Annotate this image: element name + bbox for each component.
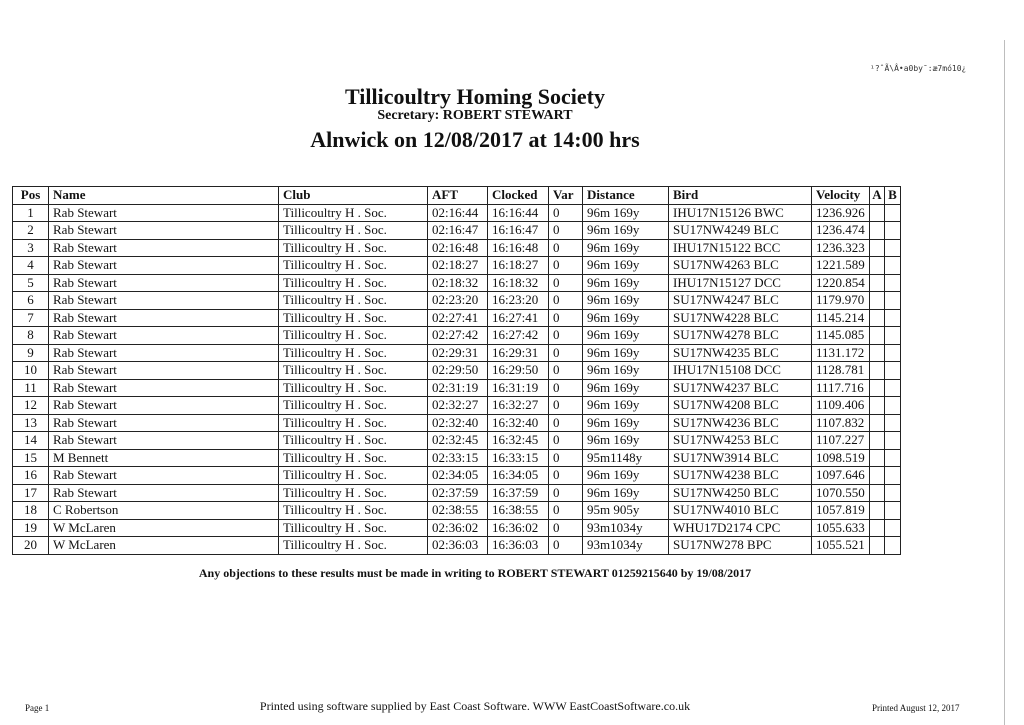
cell-distance: 96m 169y	[583, 484, 669, 502]
cell-aft: 02:18:32	[428, 274, 488, 292]
cell-pos: 2	[13, 222, 49, 240]
cell-distance: 95m 905y	[583, 502, 669, 520]
cell-velocity: 1236.474	[812, 222, 870, 240]
cell-var: 0	[549, 292, 583, 310]
cell-name: Rab Stewart	[49, 467, 279, 485]
cell-velocity: 1055.521	[812, 537, 870, 555]
cell-distance: 96m 169y	[583, 204, 669, 222]
table-row	[13, 379, 901, 397]
col-header-var: Var	[549, 187, 583, 205]
cell-club: Tillicoultry H . Soc.	[279, 397, 428, 415]
table-row	[13, 502, 901, 520]
cell-aft: 02:34:05	[428, 467, 488, 485]
cell-club: Tillicoultry H . Soc.	[279, 292, 428, 310]
cell-var: 0	[549, 414, 583, 432]
cell-velocity: 1236.926	[812, 204, 870, 222]
cell-name: Rab Stewart	[49, 379, 279, 397]
table-row	[13, 432, 901, 450]
cell-name: Rab Stewart	[49, 274, 279, 292]
cell-name: C Robertson	[49, 502, 279, 520]
cell-distance: 96m 169y	[583, 344, 669, 362]
cell-clocked: 16:16:44	[488, 204, 549, 222]
cell-pos: 10	[13, 362, 49, 380]
cell-aft: 02:18:27	[428, 257, 488, 275]
cell-a	[870, 414, 885, 432]
cell-a	[870, 257, 885, 275]
cell-distance: 95m1148y	[583, 449, 669, 467]
cell-bird: SU17NW4235 BLC	[669, 344, 812, 362]
cell-velocity: 1107.227	[812, 432, 870, 450]
cell-velocity: 1109.406	[812, 397, 870, 415]
cell-aft: 02:36:02	[428, 519, 488, 537]
cell-club: Tillicoultry H . Soc.	[279, 309, 428, 327]
cell-bird: SU17NW4249 BLC	[669, 222, 812, 240]
cell-velocity: 1117.716	[812, 379, 870, 397]
cell-a	[870, 222, 885, 240]
cell-var: 0	[549, 222, 583, 240]
cell-club: Tillicoultry H . Soc.	[279, 432, 428, 450]
col-header-bird: Bird	[669, 187, 812, 205]
cell-a	[870, 327, 885, 345]
cell-aft: 02:38:55	[428, 502, 488, 520]
cell-club: Tillicoultry H . Soc.	[279, 537, 428, 555]
cell-bird: SU17NW4263 BLC	[669, 257, 812, 275]
secretary-line: Secretary: ROBERT STEWART	[377, 108, 573, 123]
cell-pos: 3	[13, 239, 49, 257]
cell-var: 0	[549, 449, 583, 467]
cell-pos: 4	[13, 257, 49, 275]
col-header-b: B	[885, 187, 901, 205]
cell-a	[870, 537, 885, 555]
cell-aft: 02:33:15	[428, 449, 488, 467]
cell-clocked: 16:18:32	[488, 274, 549, 292]
cell-var: 0	[549, 274, 583, 292]
cell-a	[870, 484, 885, 502]
cell-velocity: 1145.214	[812, 309, 870, 327]
cell-b	[885, 484, 901, 502]
cell-b	[885, 362, 901, 380]
cell-distance: 96m 169y	[583, 397, 669, 415]
cell-bird: SU17NW4253 BLC	[669, 432, 812, 450]
cell-name: W McLaren	[49, 519, 279, 537]
cell-velocity: 1179.970	[812, 292, 870, 310]
col-header-velocity: Velocity	[812, 187, 870, 205]
cell-clocked: 16:32:40	[488, 414, 549, 432]
cell-club: Tillicoultry H . Soc.	[279, 467, 428, 485]
cell-club: Tillicoultry H . Soc.	[279, 344, 428, 362]
cell-bird: IHU17N15122 BCC	[669, 239, 812, 257]
col-header-name: Name	[49, 187, 279, 205]
cell-clocked: 16:27:41	[488, 309, 549, 327]
cell-pos: 17	[13, 484, 49, 502]
cell-var: 0	[549, 239, 583, 257]
cell-a	[870, 292, 885, 310]
cell-name: Rab Stewart	[49, 239, 279, 257]
cell-b	[885, 449, 901, 467]
cell-b	[885, 397, 901, 415]
cell-name: Rab Stewart	[49, 484, 279, 502]
cell-var: 0	[549, 484, 583, 502]
cell-distance: 96m 169y	[583, 362, 669, 380]
cell-aft: 02:23:20	[428, 292, 488, 310]
cell-distance: 96m 169y	[583, 432, 669, 450]
results-table	[12, 186, 901, 555]
cell-bird: SU17NW4010 BLC	[669, 502, 812, 520]
cell-clocked: 16:38:55	[488, 502, 549, 520]
cell-velocity: 1128.781	[812, 362, 870, 380]
col-header-pos: Pos	[13, 187, 49, 205]
cell-b	[885, 239, 901, 257]
cell-name: Rab Stewart	[49, 292, 279, 310]
cell-clocked: 16:27:42	[488, 327, 549, 345]
cell-clocked: 16:18:27	[488, 257, 549, 275]
cell-aft: 02:16:44	[428, 204, 488, 222]
cell-pos: 13	[13, 414, 49, 432]
cell-clocked: 16:37:59	[488, 484, 549, 502]
header-row	[13, 187, 901, 205]
cell-bird: SU17NW278 BPC	[669, 537, 812, 555]
cell-clocked: 16:16:47	[488, 222, 549, 240]
cell-clocked: 16:32:45	[488, 432, 549, 450]
cell-distance: 93m1034y	[583, 519, 669, 537]
objection-notice: Any objections to these results must be made in writing to ROBERT STEWART 01259215640 by 19/08/2017	[198, 566, 752, 580]
cell-clocked: 16:29:50	[488, 362, 549, 380]
cell-b	[885, 414, 901, 432]
cell-b	[885, 292, 901, 310]
cell-aft: 02:32:40	[428, 414, 488, 432]
cell-b	[885, 379, 901, 397]
cell-clocked: 16:34:05	[488, 467, 549, 485]
cell-var: 0	[549, 344, 583, 362]
col-header-club: Club	[279, 187, 428, 205]
cell-bird: SU17NW4208 BLC	[669, 397, 812, 415]
cell-distance: 96m 169y	[583, 414, 669, 432]
page-number: Page 1	[25, 703, 50, 713]
cell-distance: 96m 169y	[583, 467, 669, 485]
cell-club: Tillicoultry H . Soc.	[279, 239, 428, 257]
table-row	[13, 449, 901, 467]
cell-clocked: 16:31:19	[488, 379, 549, 397]
cell-name: Rab Stewart	[49, 309, 279, 327]
cell-aft: 02:36:03	[428, 537, 488, 555]
cell-velocity: 1098.519	[812, 449, 870, 467]
cell-velocity: 1070.550	[812, 484, 870, 502]
cell-b	[885, 309, 901, 327]
cell-pos: 14	[13, 432, 49, 450]
cell-bird: WHU17D2174 CPC	[669, 519, 812, 537]
cell-var: 0	[549, 519, 583, 537]
cell-a	[870, 519, 885, 537]
cell-pos: 5	[13, 274, 49, 292]
cell-bird: SU17NW4238 BLC	[669, 467, 812, 485]
cell-velocity: 1107.832	[812, 414, 870, 432]
cell-velocity: 1220.854	[812, 274, 870, 292]
cell-distance: 96m 169y	[583, 379, 669, 397]
cell-bird: SU17NW4250 BLC	[669, 484, 812, 502]
cell-var: 0	[549, 432, 583, 450]
race-heading: Alnwick on 12/08/2017 at 14:00 hrs	[310, 127, 640, 152]
cell-var: 0	[549, 537, 583, 555]
cell-var: 0	[549, 502, 583, 520]
table-row	[13, 204, 901, 222]
cell-clocked: 16:33:15	[488, 449, 549, 467]
cell-a	[870, 274, 885, 292]
cell-bird: SU17NW4236 BLC	[669, 414, 812, 432]
cell-club: Tillicoultry H . Soc.	[279, 362, 428, 380]
cell-aft: 02:27:42	[428, 327, 488, 345]
col-header-a: A	[870, 187, 885, 205]
cell-pos: 6	[13, 292, 49, 310]
software-credit: Printed using software supplied by East Coast Software. WWW EastCoastSoftware.co.uk	[259, 699, 691, 713]
cell-name: Rab Stewart	[49, 397, 279, 415]
cell-b	[885, 274, 901, 292]
table-row	[13, 257, 901, 275]
col-header-aft: AFT	[428, 187, 488, 205]
cell-aft: 02:29:31	[428, 344, 488, 362]
cell-aft: 02:31:19	[428, 379, 488, 397]
cell-a	[870, 502, 885, 520]
table-row	[13, 274, 901, 292]
cell-club: Tillicoultry H . Soc.	[279, 257, 428, 275]
cell-distance: 96m 169y	[583, 327, 669, 345]
cell-aft: 02:29:50	[428, 362, 488, 380]
cell-b	[885, 432, 901, 450]
cell-b	[885, 502, 901, 520]
cell-bird: IHU17N15108 DCC	[669, 362, 812, 380]
cell-distance: 96m 169y	[583, 309, 669, 327]
cell-clocked: 16:36:03	[488, 537, 549, 555]
cell-name: Rab Stewart	[49, 222, 279, 240]
cell-distance: 93m1034y	[583, 537, 669, 555]
cell-a	[870, 239, 885, 257]
cell-bird: IHU17N15127 DCC	[669, 274, 812, 292]
cell-pos: 8	[13, 327, 49, 345]
cell-aft: 02:16:48	[428, 239, 488, 257]
cell-var: 0	[549, 327, 583, 345]
table-row	[13, 309, 901, 327]
cell-a	[870, 467, 885, 485]
cell-a	[870, 344, 885, 362]
cell-name: Rab Stewart	[49, 257, 279, 275]
society-title: Tillicoultry Homing Society	[345, 84, 605, 109]
cell-pos: 16	[13, 467, 49, 485]
cell-velocity: 1055.633	[812, 519, 870, 537]
cell-club: Tillicoultry H . Soc.	[279, 519, 428, 537]
cell-pos: 12	[13, 397, 49, 415]
cell-var: 0	[549, 257, 583, 275]
cell-name: Rab Stewart	[49, 432, 279, 450]
cell-distance: 96m 169y	[583, 274, 669, 292]
cell-aft: 02:32:27	[428, 397, 488, 415]
cell-name: Rab Stewart	[49, 204, 279, 222]
cell-clocked: 16:29:31	[488, 344, 549, 362]
cell-distance: 96m 169y	[583, 292, 669, 310]
cell-club: Tillicoultry H . Soc.	[279, 274, 428, 292]
cell-name: Rab Stewart	[49, 414, 279, 432]
cell-a	[870, 309, 885, 327]
cell-club: Tillicoultry H . Soc.	[279, 484, 428, 502]
cell-velocity: 1131.172	[812, 344, 870, 362]
cell-distance: 96m 169y	[583, 239, 669, 257]
cell-club: Tillicoultry H . Soc.	[279, 502, 428, 520]
cell-aft: 02:27:41	[428, 309, 488, 327]
cell-b	[885, 537, 901, 555]
cell-b	[885, 222, 901, 240]
table-row	[13, 414, 901, 432]
table-row	[13, 222, 901, 240]
cell-b	[885, 257, 901, 275]
cell-var: 0	[549, 467, 583, 485]
cell-b	[885, 467, 901, 485]
cell-clocked: 16:16:48	[488, 239, 549, 257]
cell-club: Tillicoultry H . Soc.	[279, 327, 428, 345]
cell-distance: 96m 169y	[583, 222, 669, 240]
cell-club: Tillicoultry H . Soc.	[279, 379, 428, 397]
cell-var: 0	[549, 397, 583, 415]
cell-aft: 02:32:45	[428, 432, 488, 450]
cell-a	[870, 432, 885, 450]
table-row	[13, 292, 901, 310]
cell-pos: 19	[13, 519, 49, 537]
cell-a	[870, 379, 885, 397]
cell-pos: 9	[13, 344, 49, 362]
cell-pos: 11	[13, 379, 49, 397]
table-row	[13, 484, 901, 502]
cell-name: M Bennett	[49, 449, 279, 467]
table-row	[13, 519, 901, 537]
scan-edge-line	[1004, 40, 1005, 725]
cell-var: 0	[549, 309, 583, 327]
table-row	[13, 397, 901, 415]
cell-aft: 02:37:59	[428, 484, 488, 502]
cell-var: 0	[549, 362, 583, 380]
cell-bird: SU17NW4237 BLC	[669, 379, 812, 397]
cell-club: Tillicoultry H . Soc.	[279, 449, 428, 467]
table-row	[13, 344, 901, 362]
cell-b	[885, 344, 901, 362]
cell-clocked: 16:32:27	[488, 397, 549, 415]
cell-pos: 18	[13, 502, 49, 520]
cell-bird: SU17NW4228 BLC	[669, 309, 812, 327]
cell-distance: 96m 169y	[583, 257, 669, 275]
cell-club: Tillicoultry H . Soc.	[279, 204, 428, 222]
cell-bird: SU17NW4278 BLC	[669, 327, 812, 345]
cell-pos: 1	[13, 204, 49, 222]
cell-name: Rab Stewart	[49, 362, 279, 380]
cell-club: Tillicoultry H . Soc.	[279, 222, 428, 240]
table-row	[13, 537, 901, 555]
table-row	[13, 362, 901, 380]
cell-clocked: 16:23:20	[488, 292, 549, 310]
cell-b	[885, 327, 901, 345]
col-header-clocked: Clocked	[488, 187, 549, 205]
results-body	[13, 204, 901, 554]
cell-bird: IHU17N15126 BWC	[669, 204, 812, 222]
cell-b	[885, 204, 901, 222]
cell-name: Rab Stewart	[49, 344, 279, 362]
cell-pos: 7	[13, 309, 49, 327]
cell-clocked: 16:36:02	[488, 519, 549, 537]
cell-a	[870, 204, 885, 222]
cell-name: W McLaren	[49, 537, 279, 555]
cell-velocity: 1221.589	[812, 257, 870, 275]
cell-pos: 15	[13, 449, 49, 467]
cell-var: 0	[549, 379, 583, 397]
cell-velocity: 1057.819	[812, 502, 870, 520]
col-header-distance: Distance	[583, 187, 669, 205]
cell-bird: SU17NW3914 BLC	[669, 449, 812, 467]
cell-pos: 20	[13, 537, 49, 555]
cell-velocity: 1097.646	[812, 467, 870, 485]
cell-aft: 02:16:47	[428, 222, 488, 240]
cell-name: Rab Stewart	[49, 327, 279, 345]
cell-a	[870, 449, 885, 467]
table-row	[13, 327, 901, 345]
cell-a	[870, 397, 885, 415]
cell-velocity: 1145.085	[812, 327, 870, 345]
cell-b	[885, 519, 901, 537]
corner-code: ¹?ˆÃ\Â•a0by¯:æ7mó10¿	[870, 64, 967, 73]
cell-var: 0	[549, 204, 583, 222]
cell-bird: SU17NW4247 BLC	[669, 292, 812, 310]
printed-date: Printed August 12, 2017	[872, 703, 960, 713]
cell-a	[870, 362, 885, 380]
table-row	[13, 239, 901, 257]
cell-velocity: 1236.323	[812, 239, 870, 257]
table-row	[13, 467, 901, 485]
cell-club: Tillicoultry H . Soc.	[279, 414, 428, 432]
